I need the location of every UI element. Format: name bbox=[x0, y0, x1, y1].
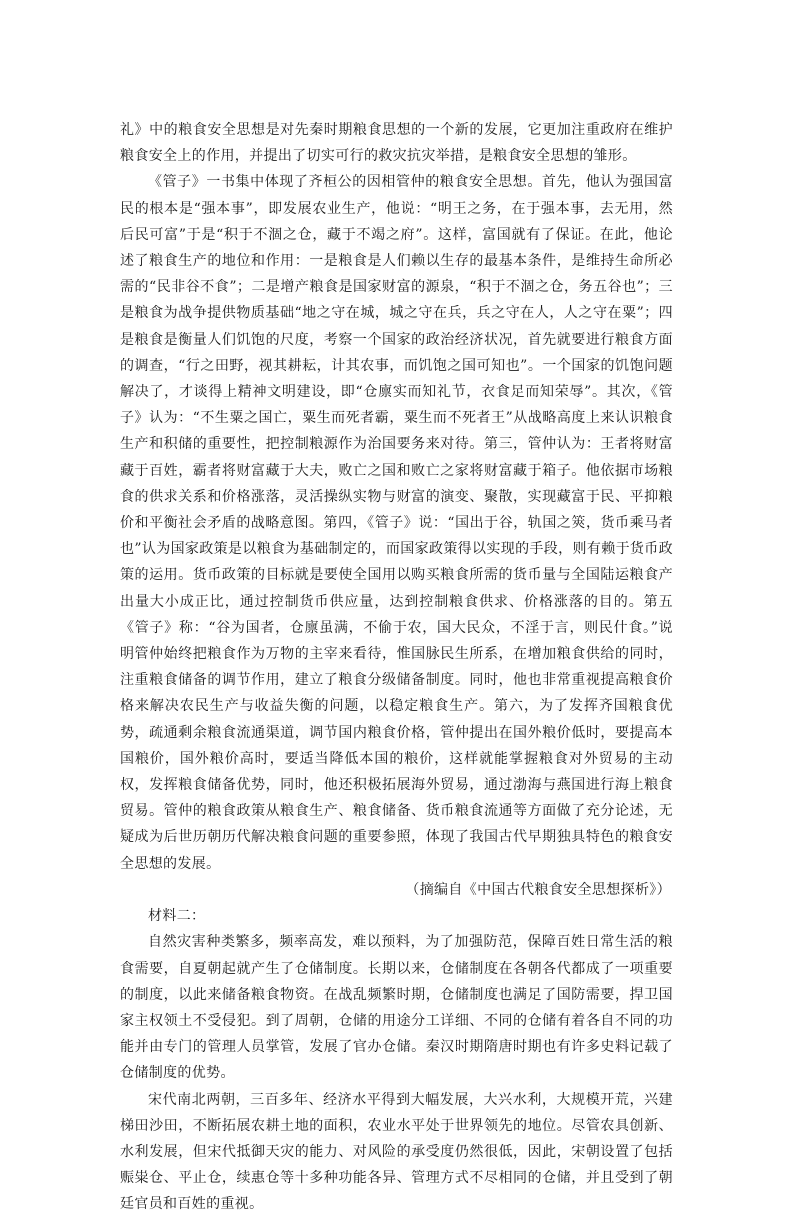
paragraph-song-dynasty: 宋代南北两朝，三百多年、经济水平得到大幅发展，大兴水利，大规模开荒，兴建梯田沙田，不断拓展农耕土地的面积，农业水平处于世界领先的地位。尽管农具创新、水利发展，但宋代抵御天灾的能力、对风险的承受度仍然很低，因此，宋朝设置了包括赈粜仓、平止仓，续惠仓等十多种功能各异、管理方式不尽相同的仓储，并且受到了朝廷官员和百姓的重视。 bbox=[120, 1091, 673, 1213]
paragraph-guanzi-thought: 《管子》一书集中体现了齐桓公的因相管仲的粮食安全思想。首先，他认为强国富民的根本是“强本事”，即发展农业生产，他说：“明王之务，在于强本事，去无用，然后民可富”于是“积于不涸之仓，藏于不竭之府”。这样，富国就有了保证。在此，他论述了粮食生产的地位和作用：一是粮食是人们赖以生存的最基本条件，是维持生命所必需的“民非谷不食”；二是增产粮食是国家财富的源泉，“积于不涸之仓，务五谷也”；三是粮食为战争提供物质基础“地之守在城，城之守在兵，兵之守在人，人之守在粟”；四是粮食是衡量人们饥饱的尺度，考察一个国家的政治经济状况，首先就要进行粮食方面的调查，“行之田野，视其耕耘，计其农事，而饥饱之国可知也”。一个国家的饥饱问题解决了，才谈得上精神文明建设，即“仓廪实而知礼节，衣食足而知荣辱”。其次，《管子》认为：“不生粟之国亡，粟生而死者霸，粟生而不死者王”从战略高度上来认识粮食生产和积储的重要性，把控制粮源作为治国要务来对待。第三，管仲认为：王者将财富藏于百姓，霸者将财富藏于大夫，败亡之国和败亡之家将财富藏于箱子。他依据市场粮食的供求关系和价格涨落，灵活操纵实物与财富的演变、聚散，实现藏富于民、平抑粮价和平衡社会矛盾的战略意图。第四，《管子》说：“国出于谷，轨国之筴，货币乘马者也”认为国家政策是以粮食为基础制定的，而国家政策得以实现的手段，则有赖于货币政策的运用。货币政策的目标就是要使全国用以购买粮食所需的货币量与全国陆运粮食产出量大小成正比，通过控制货币供应量，达到控制粮食供求、价格涨落的目的。第五《管子》称：“谷为国者，仓廪虽满，不偷于农，国大民众，不淫于言，则民什食。”说明管仲始终把粮食作为万物的主宰来看待，惟国脉民生所系，在增加粮食供给的同时，注重粮食储备的调节作用，建立了粮食分级储备制度。同时，他也非常重视提高粮食价格来解决农民生产与收益失衡的问题，以稳定粮食生产。第六，为了发挥齐国粮食优势，疏通剩余粮食流通渠道，调节国内粮食价格，管仲提出在国外粮价低时，要提高本国粮价，国外粮价高时，要适当降低本国的粮价，这样就能掌握粮食对外贸易的主动权，发挥粮食储备优势，同时，他还积极拓展海外贸易，通过渤海与燕国进行海上粮食贸易。管仲的粮食政策从粮食生产、粮食储备、货币粮食流通等方面做了充分论述，无疑成为后世历朝历代解决粮食问题的重要参照，体现了我国古代早期独具特色的粮食安全思想的发展。 bbox=[120, 174, 673, 872]
document-page bbox=[120, 117, 673, 1218]
source-citation: （摘编自《中国古代粮食安全思想探析》） bbox=[405, 881, 671, 898]
material-two-heading: 材料二： bbox=[148, 908, 206, 925]
paragraph-zhouli-conclusion: 礼》中的粮食安全思想是对先秦时期粮食思想的一个新的发展，它更加注重政府在维护粮食安全上的作用，并提出了切实可行的救灾抗灾举措，是粮食安全思想的雏形。 bbox=[120, 122, 673, 165]
paragraph-granary-system: 自然灾害种类繁多，频率高发，难以预料，为了加强防范，保障百姓日常生活的粮食需要，自夏朝起就产生了仓储制度。长期以来，仓储制度在各朝各代都成了一项重要的制度，以此来储备粮食物资。在战乱频繁时期，仓储制度也满足了国防需要，捍卫国家主权领土不受侵犯。到了周朝，仓储的用途分工详细、不同的仓储有着各自不同的功能并由专门的管理人员掌管，发展了官办仓储。秦汉时期隋唐时期也有许多史料记载了仓储制度的优势。 bbox=[120, 934, 673, 1082]
